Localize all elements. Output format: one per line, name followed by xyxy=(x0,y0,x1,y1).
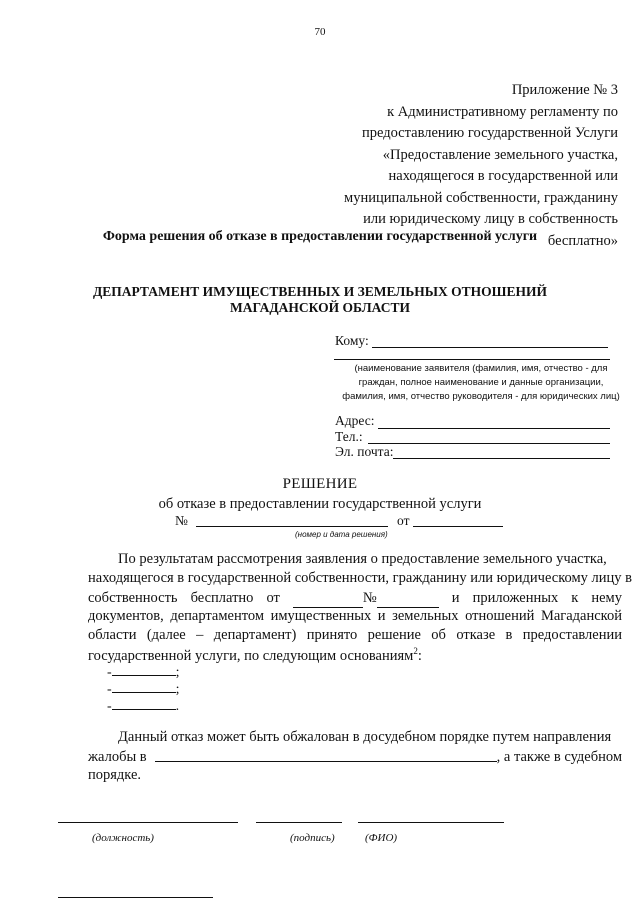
decision-date-field[interactable] xyxy=(413,526,503,527)
word: бесплатно xyxy=(190,590,254,606)
appendix-line: находящегося в государственной или xyxy=(388,168,618,184)
reason-list-item xyxy=(107,663,180,681)
word: , а также в судебном xyxy=(496,749,623,765)
signature-field[interactable] xyxy=(256,822,342,823)
department-line-1: ДЕПАРТАМЕНТ ИМУЩЕСТВЕННЫХ И ЗЕМЕЛЬНЫХ ОТНОШЕНИЙ xyxy=(92,284,548,299)
word: от xyxy=(266,590,280,606)
decision-title: РЕШЕНИЕ xyxy=(282,476,358,492)
number-date-note: (номер и дата решения) xyxy=(295,530,388,539)
appendix-line: «Предоставление земельного участка, xyxy=(382,146,618,163)
paragraph-2-line-3: порядке. xyxy=(88,767,142,783)
number-label: № xyxy=(175,513,188,528)
word: к xyxy=(571,590,579,606)
name-caption: (ФИО) xyxy=(365,832,398,844)
appendix-header xyxy=(278,80,618,252)
appendix-line: муниципальной собственности, гражданину xyxy=(344,189,618,206)
reason-list-item xyxy=(107,680,180,698)
word: собственность xyxy=(88,590,178,606)
signature-caption: (подпись) xyxy=(290,832,335,844)
department-line-2: МАГАДАНСКОЙ ОБЛАСТИ xyxy=(230,300,410,315)
application-number-field[interactable] xyxy=(377,594,439,608)
note-line: фамилия, имя, отчество руководителя - для юридических лиц) xyxy=(342,391,620,402)
reason-list-item xyxy=(107,697,179,715)
reason-field[interactable] xyxy=(112,697,176,710)
appendix-line: или юридическому лицу в собственность xyxy=(363,211,618,227)
reason-field[interactable] xyxy=(112,680,176,693)
footnote-separator xyxy=(58,897,213,898)
dash: - xyxy=(107,665,112,680)
word: № xyxy=(362,590,377,606)
appendix-line: Приложение № 3 xyxy=(511,82,618,98)
recipient-note xyxy=(338,362,624,404)
word: жалобы в xyxy=(88,749,147,765)
to-label: Кому: xyxy=(335,333,369,348)
appendix-line: предоставлению государственной Услуги xyxy=(361,125,618,141)
word: и xyxy=(451,590,460,606)
decision-subtitle: об отказе в предоставлении государственной услуги xyxy=(158,496,482,512)
decision-number-field[interactable] xyxy=(196,526,388,527)
form-title: Форма решения об отказе в предоставлении государственной услуги xyxy=(102,229,538,244)
complaint-authority-field[interactable] xyxy=(155,748,497,762)
department-name xyxy=(0,284,640,316)
address-label: Адрес: xyxy=(335,413,375,428)
date-label: от xyxy=(397,513,410,528)
note-line: (наименование заявителя (фамилия, имя, отчество - для xyxy=(354,363,608,374)
name-field[interactable] xyxy=(358,822,504,823)
paragraph-1-line-2: находящегося в государственной собственности, гражданину или юридическому лицу в xyxy=(88,570,632,586)
position-caption: (должность) xyxy=(92,832,154,844)
appendix-line: бесплатно» xyxy=(547,232,618,249)
address-field[interactable] xyxy=(378,428,610,429)
to-field[interactable] xyxy=(372,347,608,348)
position-field[interactable] xyxy=(58,822,238,823)
appendix-line: к Административному регламенту по xyxy=(387,103,618,120)
phone-label: Тел.: xyxy=(335,429,363,444)
paragraph-2-line-1: Данный отказ может быть обжалован в досудебном порядке путем направления xyxy=(118,729,612,745)
punct: . xyxy=(175,699,180,714)
punct: ; xyxy=(175,682,180,697)
word: приложенных xyxy=(472,590,559,606)
paragraph-1-line-5: области (далее – департамент) принято решение об отказе в предоставлении xyxy=(88,627,622,643)
phone-field[interactable] xyxy=(368,443,610,444)
colon: : xyxy=(417,647,422,664)
page-number: 70 xyxy=(314,26,326,38)
punct: ; xyxy=(175,665,180,680)
paragraph-1-line-6 xyxy=(88,646,422,665)
paragraph-1-line-3 xyxy=(88,589,622,608)
application-date-field[interactable] xyxy=(293,594,363,608)
reason-field[interactable] xyxy=(112,663,176,676)
email-field[interactable] xyxy=(393,458,610,459)
dash: - xyxy=(107,699,112,714)
paragraph-1-line-1: По результатам рассмотрения заявления о предоставление земельного участка, xyxy=(118,551,607,567)
word: нему xyxy=(591,590,622,606)
email-label: Эл. почта: xyxy=(335,444,394,459)
dash: - xyxy=(107,682,112,697)
paragraph-2-line-2 xyxy=(88,748,622,767)
footnote-mark: 2 xyxy=(413,646,418,656)
note-line: граждан, полное наименование и данные организации, xyxy=(358,377,604,388)
to-field-line-2[interactable] xyxy=(334,359,610,360)
paragraph-1-line-4: документов, департаментом имущественных и земельных отношений Магаданской xyxy=(88,608,622,624)
line-text: государственной услуги, по следующим основаниям xyxy=(88,647,414,664)
